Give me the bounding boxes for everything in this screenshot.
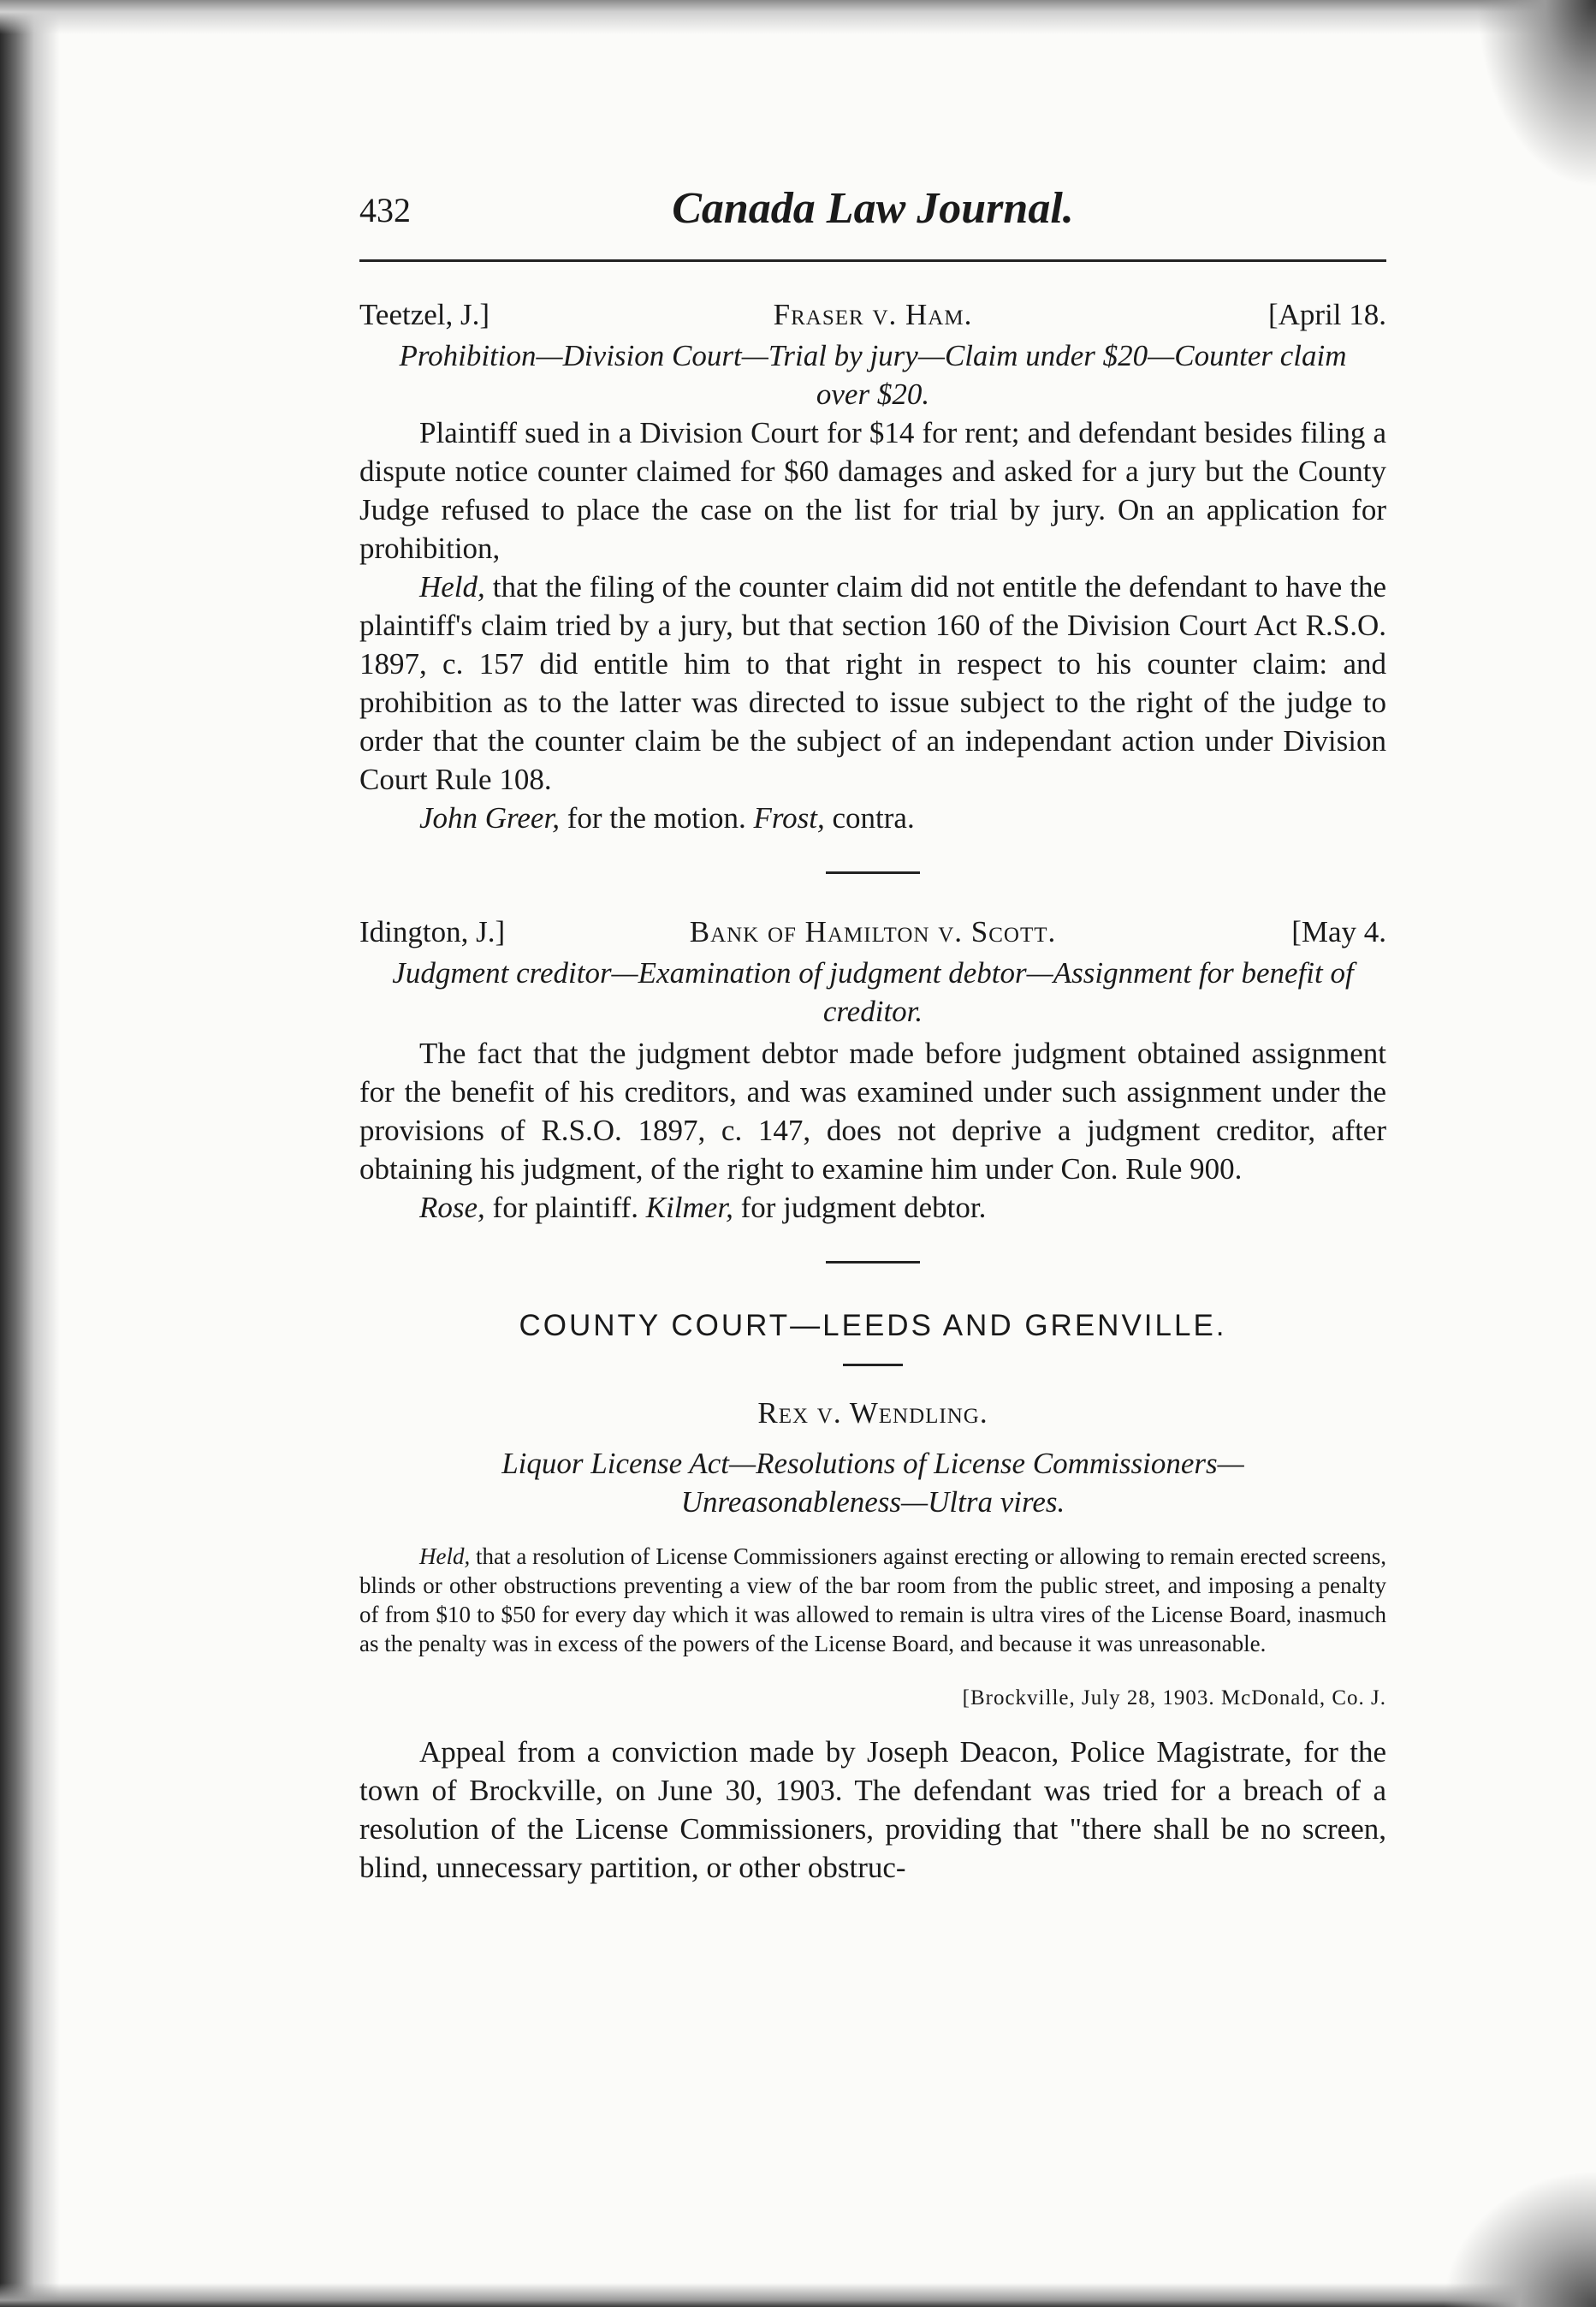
case1-name: Fraser v. Ham. — [773, 298, 973, 331]
page-header — [359, 184, 1386, 250]
scan-edge-bottom — [0, 2283, 1596, 2307]
case3-headnote: Liquor License Act—Resolutions of License Commissioners—Unreasonableness—Ultra vires. — [501, 1447, 1244, 1519]
case3-held-word: Held, — [419, 1543, 471, 1569]
case1-counsel-name-2: Frost, — [753, 801, 825, 835]
case2-name: Bank of Hamilton v. Scott. — [689, 915, 1057, 948]
page-number: 432 — [359, 191, 411, 229]
case1-paragraph-1: Plaintiff sued in a Division Court for $14 for rent; and defendant besides filing a dispute notice counter claimed for $60 damages and asked for a jury but the County Judge refused to place the case on the list for trial by jury. On an application for prohibition, — [359, 416, 1386, 565]
scan-edge-left — [0, 0, 60, 2307]
case1-counsel — [359, 799, 1386, 837]
case1-heading — [359, 295, 1386, 336]
section-title: COUNTY COURT—LEEDS AND GRENVILLE. — [519, 1309, 1227, 1342]
case1-held-text: that the filing of the counter claim did not entitle the defendant to have the plaintiff's claim tried by a jury, but that section 160 of the Division Court Act R.S.O. 1897, c. 157 did entitle him to that right in respect to his counter claim: and prohibition as to the latter was directed to issue subject to the right of the judge to order that the counter claim be the subject of an independant action under Division Court Rule 108. — [359, 570, 1386, 796]
case2-counsel — [359, 1188, 1386, 1227]
case1-judge: Teetzel, J.] — [359, 298, 490, 331]
case2-date: [May 4. — [1291, 915, 1386, 948]
scan-edge-right-top — [1476, 0, 1596, 188]
case2-heading — [359, 913, 1386, 954]
case1-counsel-text-1: for the motion. — [559, 801, 754, 835]
case2-counsel-text-2: for judgment debtor. — [733, 1191, 987, 1224]
case3-paragraph-1: Appeal from a conviction made by Joseph Deacon, Police Magistrate, for the town of Brockville, on June 30, 1903. The defendant was tried for a breach of a resolution of the License Commissioners, providing that "there shall be no screen, blind, unnecessary partition, or other obstruc- — [359, 1735, 1386, 1884]
header-rule — [359, 259, 1386, 262]
page-body — [359, 295, 1386, 1887]
case1-date: [April 18. — [1267, 298, 1386, 331]
running-title: Canada Law Journal. — [672, 184, 1074, 233]
case1-paragraph-2 — [359, 568, 1386, 799]
case3-name: Rex v. Wendling. — [757, 1396, 988, 1430]
case2-counsel-name-1: Rose, — [419, 1191, 485, 1224]
case2-headnote: Judgment creditor—Examination of judgment debtor—Assignment for benefit of creditor. — [392, 956, 1354, 1028]
case2-paragraph-1: The fact that the judgment debtor made before judgment obtained assignment for the benefit of his creditors, and was examined under such assignment under the provisions of R.S.O. 1897, c. 147, does not deprive a judgment creditor, after obtaining his judgment, of the right to examine him under Con. Rule 900. — [359, 1037, 1386, 1186]
case2-judge: Idington, J.] — [359, 915, 506, 948]
case1-held-word: Held, — [419, 570, 485, 604]
case3-court-line: [Brockville, July 28, 1903. McDonald, Co. J. — [962, 1686, 1386, 1709]
case2-counsel-name-2: Kilmer, — [645, 1191, 733, 1224]
scan-edge-top — [0, 0, 1596, 34]
case3-held — [359, 1542, 1386, 1658]
scan-edge-right-bottom — [1442, 2170, 1596, 2307]
case3-held-text: that a resolution of License Commissioners against erecting or allowing to remain erected screens, blinds or other obstructions preventing a view of the bar room from the public street, and imposing a penalty of from $10 to $50 for every day which it was allowed to remain is ultra vires of the License Board, inasmuch as the penalty was in excess of the powers of the License Board, and because it was unreasonable. — [359, 1543, 1386, 1656]
case1-counsel-text-2: contra. — [824, 801, 915, 835]
case1-headnote: Prohibition—Division Court—Trial by jury—Claim under $20—Counter claim over $20. — [399, 339, 1347, 411]
case2-counsel-text-1: for plaintiff. — [484, 1191, 646, 1224]
case1-counsel-name-1: John Greer, — [419, 801, 560, 835]
